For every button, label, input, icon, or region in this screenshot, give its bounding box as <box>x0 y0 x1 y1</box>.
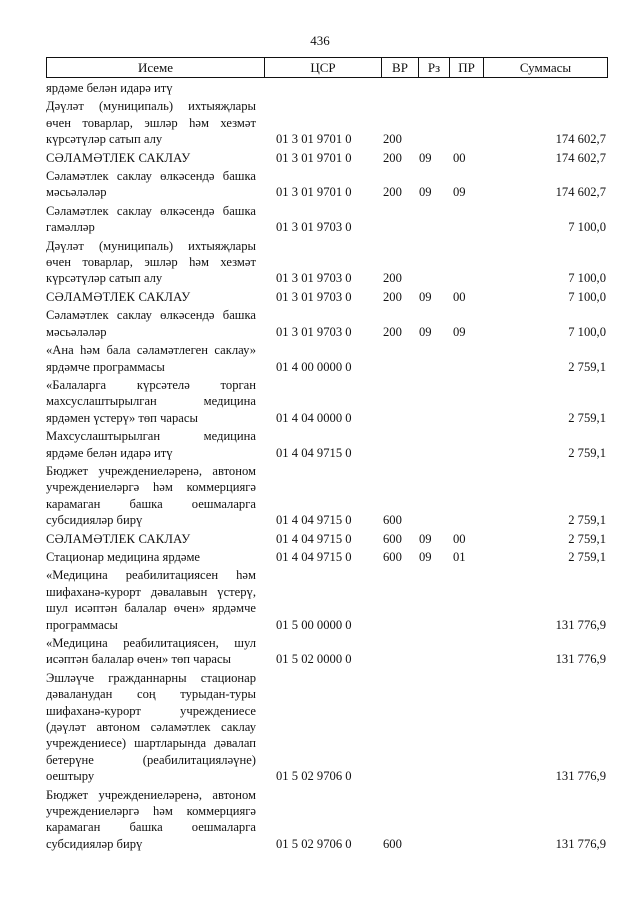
row-name: Сәламәтлек саклау өлкәсендә башка гамәлләр <box>46 203 256 235</box>
table-body <box>46 78 608 852</box>
header-sum: Суммасы <box>519 60 572 75</box>
table-row <box>46 168 608 201</box>
row-sum: 2 759,1 <box>568 513 606 528</box>
row-rz: 09 <box>419 549 432 564</box>
row-sum: 131 776,9 <box>555 836 606 851</box>
row-csr: 01 3 01 9701 0 <box>276 185 352 200</box>
row-csr: 01 4 00 0000 0 <box>276 359 352 374</box>
header-pr: ПР <box>450 58 484 77</box>
header-name: Исеме <box>47 58 265 77</box>
table-row <box>46 80 608 96</box>
row-name: СӘЛАМӘТЛЕК САКЛАУ <box>46 531 191 546</box>
row-csr: 01 4 04 9715 0 <box>276 445 352 460</box>
page-number: 436 <box>310 33 330 48</box>
table-row <box>46 531 608 547</box>
row-pr: 01 <box>453 549 466 564</box>
row-vr: 200 <box>383 132 402 147</box>
row-vr: 200 <box>383 150 402 165</box>
row-csr: 01 5 02 9706 0 <box>276 836 352 851</box>
row-pr: 00 <box>453 531 466 546</box>
row-rz: 09 <box>419 289 432 304</box>
row-sum: 174 602,7 <box>555 150 606 165</box>
row-pr: 09 <box>453 324 466 339</box>
table-row <box>46 98 608 147</box>
table-row <box>46 670 608 785</box>
row-name: «Медицина реабилитациясен, шул исәптән балалар өчен» төп чарасы <box>46 636 256 667</box>
table-row <box>46 307 608 340</box>
row-name: ярдәме белән идарә итү <box>46 81 173 95</box>
row-sum: 2 759,1 <box>568 531 606 546</box>
row-vr: 200 <box>383 185 402 200</box>
row-sum: 131 776,9 <box>555 769 606 784</box>
table-row <box>46 549 608 565</box>
row-name: Бюджет учреждениеләренә, автоном учреждениеләргә һәм коммерциягә карамаган башка оешмаларга субсидияләр бирү <box>46 463 256 528</box>
row-name: «Ана һәм бала сәламәтлеген саклау» ярдәмче программасы <box>46 343 256 374</box>
row-sum: 131 776,9 <box>555 652 606 667</box>
row-csr: 01 3 01 9703 0 <box>276 220 352 235</box>
row-pr: 00 <box>453 150 466 165</box>
row-name: Эшләүче гражданнарны стационар дәваланудан соң турыдан-туры шифаханә-курорт учреждениесе (дәүләт автоном сәламәтлек саклау учреждениесе) шартларында дәвалап бетерүне (реабилитацияләүне) оештыру <box>46 670 256 784</box>
row-csr: 01 5 00 0000 0 <box>276 617 352 632</box>
table-header <box>46 57 608 78</box>
table-row <box>46 289 608 305</box>
row-pr: 09 <box>453 185 466 200</box>
row-vr: 600 <box>383 531 402 546</box>
row-name: Махсуслаштырылган медицина ярдәме белән идарә итү <box>46 429 256 460</box>
row-sum: 2 759,1 <box>568 445 606 460</box>
row-sum: 2 759,1 <box>568 549 606 564</box>
row-rz: 09 <box>419 324 432 339</box>
row-rz: 09 <box>419 531 432 546</box>
table-row <box>46 567 608 633</box>
row-sum: 7 100,0 <box>568 271 606 286</box>
header-csr: ЦСР <box>265 58 382 77</box>
table-row <box>46 635 608 668</box>
table-row <box>46 787 608 853</box>
row-csr: 01 4 04 9715 0 <box>276 513 352 528</box>
row-sum: 131 776,9 <box>555 617 606 632</box>
row-csr: 01 5 02 0000 0 <box>276 652 352 667</box>
row-vr: 600 <box>383 549 402 564</box>
row-csr: 01 3 01 9703 0 <box>276 271 352 286</box>
row-sum: 2 759,1 <box>568 410 606 425</box>
row-vr: 200 <box>383 289 402 304</box>
row-vr: 600 <box>383 836 402 851</box>
row-vr: 200 <box>383 271 402 286</box>
row-sum: 7 100,0 <box>568 289 606 304</box>
row-name: Дәүләт (муниципаль) ихтыяҗлары өчен товарлар, эшләр һәм хезмәт күрсәтүләр сатып алу <box>46 238 256 286</box>
row-name: Дәүләт (муниципаль) ихтыяҗлары өчен товарлар, эшләр һәм хезмәт күрсәтүләр сатып алу <box>46 99 256 147</box>
row-name: Бюджет учреждениеләренә, автоном учреждениеләргә һәм коммерциягә карамаган башка оешмаларга субсидияләр бирү <box>46 787 256 851</box>
row-name: Сәламәтлек саклау өлкәсендә башка мәсьәләләр <box>46 308 256 339</box>
table-row <box>46 238 608 287</box>
row-vr: 200 <box>383 324 402 339</box>
table-row <box>46 150 608 166</box>
row-name: Сәламәтлек саклау өлкәсендә башка мәсьәләләр <box>46 169 256 200</box>
row-csr: 01 4 04 0000 0 <box>276 410 352 425</box>
row-sum: 7 100,0 <box>568 324 606 339</box>
row-csr: 01 3 01 9703 0 <box>276 324 352 339</box>
header-rz: Рз <box>419 58 450 77</box>
table-row <box>46 342 608 375</box>
row-csr: 01 3 01 9701 0 <box>276 150 352 165</box>
row-name: «Медицина реабилитациясен һәм шифаханә-курорт дәвалавын үстерү, шул исәптән балалар өчен» ярдәмче программасы <box>46 568 256 632</box>
row-csr: 01 4 04 9715 0 <box>276 549 352 564</box>
row-csr: 01 3 01 9701 0 <box>276 132 352 147</box>
row-csr: 01 4 04 9715 0 <box>276 531 352 546</box>
row-sum: 174 602,7 <box>555 185 606 200</box>
row-rz: 09 <box>419 185 432 200</box>
row-name: СӘЛАМӘТЛЕК САКЛАУ <box>46 150 191 165</box>
row-name: СӘЛАМӘТЛЕК САКЛАУ <box>46 289 191 304</box>
row-sum: 174 602,7 <box>555 132 606 147</box>
table-row <box>46 428 608 461</box>
row-pr: 00 <box>453 289 466 304</box>
row-name: Стационар медицина ярдәме <box>46 549 201 564</box>
row-sum: 2 759,1 <box>568 359 606 374</box>
row-sum: 7 100,0 <box>568 220 606 235</box>
row-name: «Балаларга күрсәтелә торган махсуслаштырылган медицина ярдәмен үстерү» төп чарасы <box>46 377 256 425</box>
table-row <box>46 463 608 529</box>
row-csr: 01 5 02 9706 0 <box>276 769 352 784</box>
header-vr: ВР <box>382 58 419 77</box>
row-vr: 600 <box>383 513 402 528</box>
row-csr: 01 3 01 9703 0 <box>276 289 352 304</box>
table-row <box>46 377 608 426</box>
row-rz: 09 <box>419 150 432 165</box>
table-row <box>46 203 608 236</box>
